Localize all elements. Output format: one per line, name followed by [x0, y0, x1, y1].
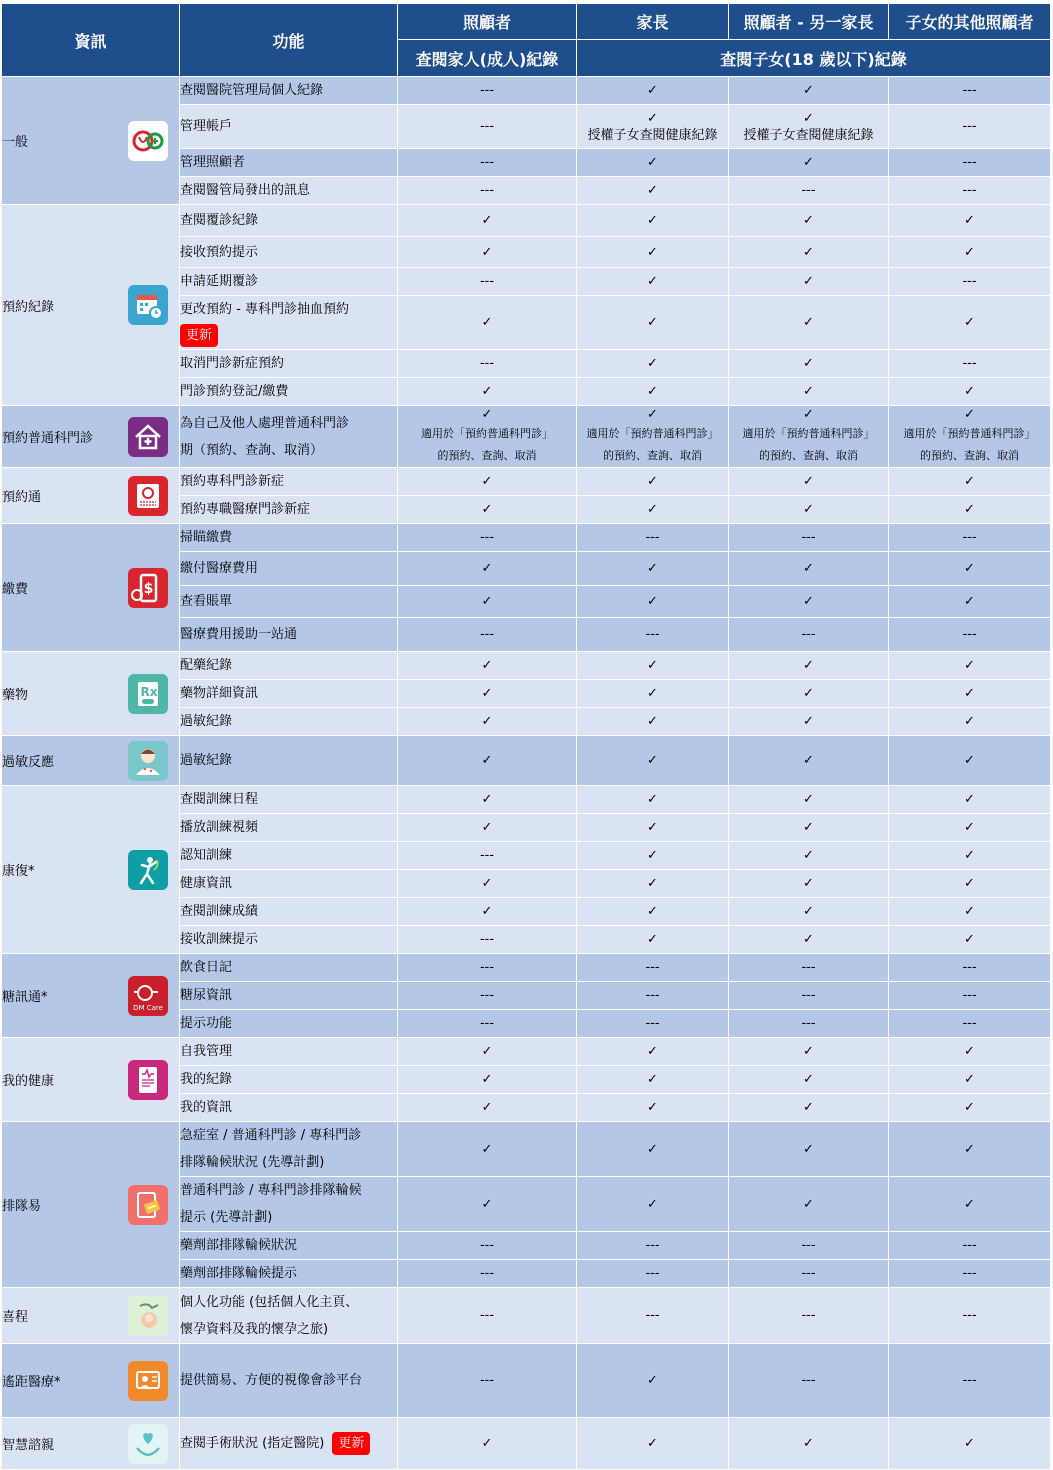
permission-cell: ✓ [577, 149, 729, 177]
permission-cell: ✓ [398, 680, 577, 708]
header-info: 資訊 [2, 4, 180, 77]
permission-cell: ✓ [889, 736, 1051, 786]
permission-cell: ✓ [889, 870, 1051, 898]
feature-label: 查閱覆診紀錄 [180, 205, 398, 237]
permission-cell [729, 406, 889, 468]
permission-cell: ✓ [729, 237, 889, 268]
header-adult-records: 查閱家人(成人)紀錄 [398, 40, 577, 77]
section-payment [2, 524, 180, 652]
permission-cell: ✓ [729, 378, 889, 406]
feature-label: 預約專科門診新症 [180, 468, 398, 496]
feature-label [180, 1418, 398, 1470]
permission-cell [398, 406, 577, 468]
permission-cell: --- [729, 982, 889, 1010]
permission-cell: --- [889, 1010, 1051, 1038]
feature-line: 懷孕資料及我的懷孕之旅) [180, 1321, 329, 1337]
permission-cell: ✓ [889, 708, 1051, 736]
feature-label: 接收預約提示 [180, 237, 398, 268]
permission-cell: ✓ [729, 1066, 889, 1094]
section-gopc [2, 406, 180, 468]
health-record-icon [128, 1060, 168, 1100]
section-name: 智慧諮親 [2, 1438, 55, 1453]
feature-label: 掃瞄繳費 [180, 524, 398, 552]
permission-cell: --- [889, 1288, 1051, 1344]
permission-cell: ✓ [729, 586, 889, 618]
section-name: 遙距醫療* [2, 1375, 61, 1390]
section-queue [2, 1122, 180, 1288]
permission-cell: ✓ [577, 680, 729, 708]
permission-cell: ✓ [577, 1177, 729, 1232]
permission-cell: ✓ [889, 1066, 1051, 1094]
header-caregiver-other-parent: 照顧者 - 另一家長 [729, 4, 889, 40]
feature-label: 糖尿資訊 [180, 982, 398, 1010]
feature-line: 急症室 / 普通科門診 / 專科門診 [180, 1128, 362, 1143]
permission-cell: ✓ [889, 1418, 1051, 1470]
permission-cell: ✓ [577, 708, 729, 736]
header-caregiver: 照顧者 [398, 4, 577, 40]
heart-hands-icon [128, 1424, 168, 1464]
permission-cell: ✓ [729, 1177, 889, 1232]
feature-line: 為自己及他人處理普通科門診 [180, 415, 350, 431]
permission-cell: --- [889, 1232, 1051, 1260]
permission-cell: --- [398, 105, 577, 149]
feature-label: 播放訓練視頻 [180, 814, 398, 842]
permission-cell: ✓ [889, 205, 1051, 237]
feature-label: 藥物詳細資訊 [180, 680, 398, 708]
permission-cell: ✓ [889, 1094, 1051, 1122]
section-medication [2, 652, 180, 736]
feature-label [180, 1288, 398, 1344]
permission-cell: ✓ [577, 296, 729, 350]
permission-cell: --- [729, 177, 889, 205]
permission-cell: ✓ [889, 814, 1051, 842]
permission-cell: ✓ [577, 1122, 729, 1177]
feature-line: 期（預約、查詢、取消） [180, 442, 324, 458]
permission-cell: ✓ [577, 468, 729, 496]
permission-cell: --- [729, 1260, 889, 1288]
permission-cell: --- [398, 982, 577, 1010]
feature-label: 取消門診新症預約 [180, 350, 398, 378]
gopc-note: 的預約、查詢、取消 [759, 449, 858, 462]
permission-cell: ✓ [729, 496, 889, 524]
permission-cell: ✓ [729, 149, 889, 177]
feature-label: 我的資訊 [180, 1094, 398, 1122]
permission-cell: --- [889, 268, 1051, 296]
permission-cell: --- [577, 524, 729, 552]
section-rehab [2, 786, 180, 954]
authorize-note: 授權子女查閱健康紀錄 [587, 127, 718, 143]
section-surgery [2, 1418, 180, 1470]
feature-label: 我的紀錄 [180, 1066, 398, 1094]
permission-cell [729, 105, 889, 149]
feature-label: 認知訓練 [180, 842, 398, 870]
feature-label: 查閱醫院管理局個人紀錄 [180, 77, 398, 105]
feature-text: 查閱手術狀況 (指定醫院) [180, 1436, 325, 1451]
permission-cell: --- [398, 149, 577, 177]
check-mark: ✓ [481, 407, 493, 422]
check-mark: ✓ [964, 407, 975, 422]
permission-cell: --- [398, 350, 577, 378]
section-name: 康復* [2, 864, 35, 879]
permission-cell: --- [889, 350, 1051, 378]
section-myhealth [2, 1038, 180, 1122]
feature-label: 藥劑部排隊輪候狀況 [180, 1232, 398, 1260]
section-booking [2, 468, 180, 524]
update-badge: 更新 [180, 324, 218, 347]
permission-cell: ✓ [577, 268, 729, 296]
permission-cell: ✓ [889, 1177, 1051, 1232]
rehab-figure-icon [128, 850, 168, 890]
permission-cell: ✓ [729, 814, 889, 842]
feature-line: 提示 (先導計劃) [180, 1210, 273, 1225]
feature-label: 自我管理 [180, 1038, 398, 1066]
permission-cell: ✓ [729, 296, 889, 350]
feature-label: 飲食日記 [180, 954, 398, 982]
feature-label: 健康資訊 [180, 870, 398, 898]
permission-cell: --- [398, 77, 577, 105]
permission-cell: ✓ [729, 1122, 889, 1177]
feature-label: 配藥紀錄 [180, 652, 398, 680]
permission-cell: ✓ [729, 926, 889, 954]
permission-cell: ✓ [577, 842, 729, 870]
permission-cell [889, 406, 1051, 468]
feature-label: 提示功能 [180, 1010, 398, 1038]
section-name: 預約通 [2, 490, 42, 505]
permission-cell: ✓ [398, 1094, 577, 1122]
permission-cell: ✓ [398, 1066, 577, 1094]
feature-label: 管理帳戶 [180, 105, 398, 149]
section-name: 糖訊通* [2, 990, 48, 1005]
feature-label: 查閱醫管局發出的訊息 [180, 177, 398, 205]
permission-cell: --- [398, 1288, 577, 1344]
permission-cell: ✓ [577, 898, 729, 926]
permission-cell: --- [398, 1344, 577, 1418]
permission-cell: ✓ [577, 870, 729, 898]
permission-cell: ✓ [398, 736, 577, 786]
permission-cell: --- [398, 1010, 577, 1038]
section-name: 喜程 [2, 1310, 29, 1325]
gopc-note: 適用於「預約普通科門診」 [742, 427, 875, 440]
section-appointment [2, 205, 180, 406]
section-name: 藥物 [2, 688, 29, 703]
permission-cell: --- [577, 1260, 729, 1288]
permission-cell: ✓ [398, 786, 577, 814]
allergy-person-icon [128, 741, 168, 781]
permission-cell: ✓ [577, 378, 729, 406]
permission-cell: ✓ [577, 237, 729, 268]
permission-cell: ✓ [577, 1066, 729, 1094]
permission-table [1, 3, 1051, 1470]
header-child-other-caregiver: 子女的其他照顧者 [889, 4, 1051, 40]
permission-cell: ✓ [889, 586, 1051, 618]
permission-cell: ✓ [398, 708, 577, 736]
permission-cell: --- [577, 982, 729, 1010]
permission-cell: ✓ [889, 1122, 1051, 1177]
dm-care-icon [128, 976, 168, 1016]
permission-cell: ✓ [729, 77, 889, 105]
section-telehealth [2, 1344, 180, 1418]
permission-cell: ✓ [577, 1418, 729, 1470]
authorize-note: 授權子女查閱健康紀錄 [743, 127, 874, 143]
permission-cell: --- [398, 618, 577, 652]
feature-label [180, 406, 398, 468]
permission-cell: ✓ [577, 652, 729, 680]
section-name: 繳費 [2, 582, 29, 597]
section-name: 我的健康 [2, 1074, 55, 1089]
permission-cell: --- [398, 926, 577, 954]
section-name: 預約紀錄 [2, 299, 55, 315]
section-name: 預約普通科門診 [2, 431, 94, 446]
permission-cell: --- [398, 842, 577, 870]
calendar-clock-icon [128, 285, 168, 325]
permission-cell: ✓ [729, 268, 889, 296]
ha-logo-icon [128, 121, 168, 161]
video-consult-icon [128, 1361, 168, 1401]
permission-cell: ✓ [398, 898, 577, 926]
feature-text: 更改預約 - 專科門診抽血預約 [180, 301, 349, 317]
permission-cell: ✓ [729, 205, 889, 237]
header-child-records: 查閱子女(18 歲以下)紀錄 [577, 40, 1051, 77]
permission-cell: ✓ [889, 786, 1051, 814]
permission-cell: ✓ [398, 1122, 577, 1177]
permission-cell: --- [889, 1260, 1051, 1288]
permission-cell: ✓ [889, 296, 1051, 350]
permission-cell: --- [729, 524, 889, 552]
permission-cell: --- [729, 1232, 889, 1260]
permission-cell: ✓ [889, 1038, 1051, 1066]
permission-cell: ✓ [577, 77, 729, 105]
permission-cell: --- [889, 982, 1051, 1010]
permission-cell: ✓ [729, 1418, 889, 1470]
permission-cell: ✓ [889, 378, 1051, 406]
feature-label: 申請延期覆診 [180, 268, 398, 296]
permission-cell: ✓ [729, 898, 889, 926]
rx-pill-icon [128, 674, 168, 714]
gopc-note: 適用於「預約普通科門診」 [903, 427, 1036, 440]
permission-cell: ✓ [729, 680, 889, 708]
feature-label: 過敏紀錄 [180, 708, 398, 736]
feature-label [180, 296, 398, 350]
permission-cell: ✓ [729, 842, 889, 870]
section-pregnancy [2, 1288, 180, 1344]
permission-cell: --- [729, 1288, 889, 1344]
permission-cell [577, 105, 729, 149]
permission-cell: --- [729, 618, 889, 652]
permission-cell: ✓ [577, 205, 729, 237]
permission-cell: --- [398, 1232, 577, 1260]
book-ha-icon [128, 476, 168, 516]
permission-cell: --- [398, 524, 577, 552]
pay-phone-icon [128, 568, 168, 608]
check-mark: ✓ [647, 407, 658, 422]
permission-cell: --- [889, 1344, 1051, 1418]
gopc-note: 的預約、查詢、取消 [603, 449, 702, 462]
feature-line: 普通科門診 / 專科門診排隊輪候 [180, 1183, 362, 1198]
permission-cell: --- [889, 149, 1051, 177]
section-name: 過敏反應 [2, 755, 55, 770]
permission-cell: --- [729, 1344, 889, 1418]
permission-cell: ✓ [729, 1038, 889, 1066]
permission-cell: ✓ [577, 586, 729, 618]
header-parent: 家長 [577, 4, 729, 40]
feature-label: 查閱訓練成績 [180, 898, 398, 926]
gopc-note: 的預約、查詢、取消 [437, 449, 537, 462]
permission-cell: ✓ [889, 680, 1051, 708]
section-general [2, 77, 180, 205]
permission-cell: ✓ [889, 652, 1051, 680]
svg-text:Rx: Rx [140, 684, 158, 699]
permission-cell: ✓ [577, 814, 729, 842]
permission-cell: ✓ [577, 350, 729, 378]
permission-cell: ✓ [577, 177, 729, 205]
section-name: 排隊易 [2, 1199, 42, 1214]
feature-label: 過敏紀錄 [180, 736, 398, 786]
permission-cell: --- [577, 1232, 729, 1260]
feature-label [180, 1177, 398, 1232]
permission-cell: ✓ [889, 496, 1051, 524]
permission-cell: ✓ [398, 1177, 577, 1232]
feature-label [180, 1122, 398, 1177]
feature-label: 醫療費用援助一站通 [180, 618, 398, 652]
permission-cell: --- [889, 618, 1051, 652]
gopc-note: 適用於「預約普通科門診」 [421, 427, 553, 440]
clinic-stethoscope-icon [128, 417, 168, 457]
permission-cell: ✓ [577, 552, 729, 586]
permission-cell: ✓ [889, 898, 1051, 926]
permission-cell: ✓ [398, 870, 577, 898]
dm-care-label: DM Care [133, 1004, 163, 1012]
permission-cell: ✓ [889, 237, 1051, 268]
section-dmcare [2, 954, 180, 1038]
permission-cell: ✓ [729, 552, 889, 586]
feature-label: 預約專職醫療門診新症 [180, 496, 398, 524]
permission-cell: ✓ [398, 652, 577, 680]
permission-cell: --- [577, 1010, 729, 1038]
gopc-note: 的預約、查詢、取消 [920, 449, 1019, 462]
permission-cell: ✓ [889, 468, 1051, 496]
permission-cell: --- [889, 954, 1051, 982]
permission-cell: --- [398, 1260, 577, 1288]
permission-cell: --- [889, 524, 1051, 552]
permission-cell: ✓ [577, 926, 729, 954]
queue-ticket-icon [128, 1185, 168, 1225]
permission-cell: ✓ [729, 350, 889, 378]
permission-cell: ✓ [398, 496, 577, 524]
check-mark: ✓ [647, 110, 658, 126]
permission-cell: ✓ [729, 736, 889, 786]
permission-cell: ✓ [577, 786, 729, 814]
permission-cell: ✓ [577, 496, 729, 524]
permission-cell: --- [398, 954, 577, 982]
update-badge: 更新 [332, 1432, 370, 1455]
permission-cell: ✓ [889, 552, 1051, 586]
feature-label: 接收訓練提示 [180, 926, 398, 954]
permission-cell: ✓ [398, 468, 577, 496]
permission-cell: ✓ [889, 926, 1051, 954]
feature-label: 門診預約登記/繳費 [180, 378, 398, 406]
permission-cell: --- [889, 105, 1051, 149]
feature-label: 查看賬單 [180, 586, 398, 618]
permission-cell: ✓ [398, 237, 577, 268]
permission-cell: ✓ [398, 1418, 577, 1470]
permission-cell: --- [398, 268, 577, 296]
permission-cell: ✓ [889, 842, 1051, 870]
permission-cell: ✓ [577, 1038, 729, 1066]
permission-cell: --- [577, 1288, 729, 1344]
permission-cell: ✓ [398, 378, 577, 406]
permission-cell: --- [398, 177, 577, 205]
feature-label: 管理照顧者 [180, 149, 398, 177]
permission-cell: ✓ [577, 1344, 729, 1418]
permission-cell: ✓ [729, 1094, 889, 1122]
section-name: 一般 [2, 135, 29, 150]
svg-text:$: $ [143, 580, 154, 597]
section-allergy [2, 736, 180, 786]
permission-cell: ✓ [398, 814, 577, 842]
permission-cell: ✓ [398, 1038, 577, 1066]
permission-cell [577, 406, 729, 468]
permission-cell: ✓ [729, 468, 889, 496]
permission-cell: ✓ [398, 586, 577, 618]
permission-cell: ✓ [577, 1094, 729, 1122]
feature-line: 個人化功能 (包括個人化主頁、 [180, 1294, 359, 1310]
permission-cell: ✓ [729, 786, 889, 814]
permission-cell: ✓ [729, 870, 889, 898]
check-mark: ✓ [803, 407, 814, 422]
feature-label: 藥劑部排隊輪候提示 [180, 1260, 398, 1288]
feature-label: 繳付醫療費用 [180, 552, 398, 586]
permission-cell: ✓ [729, 652, 889, 680]
stork-baby-icon [128, 1296, 168, 1336]
permission-cell: --- [577, 618, 729, 652]
permission-cell: --- [577, 954, 729, 982]
gopc-note: 適用於「預約普通科門診」 [586, 427, 719, 440]
permission-cell: ✓ [398, 552, 577, 586]
feature-line: 排隊輪候狀況 (先導計劃) [180, 1155, 325, 1170]
permission-cell: ✓ [398, 296, 577, 350]
header-function: 功能 [180, 4, 398, 77]
permission-cell: ✓ [577, 736, 729, 786]
feature-label: 查閱訓練日程 [180, 786, 398, 814]
check-mark: ✓ [803, 110, 814, 126]
permission-cell: --- [889, 77, 1051, 105]
permission-cell: ✓ [398, 205, 577, 237]
permission-cell: --- [889, 177, 1051, 205]
feature-label: 提供簡易、方便的視像會診平台 [180, 1344, 398, 1418]
permission-cell: ✓ [729, 708, 889, 736]
permission-cell: --- [729, 1010, 889, 1038]
permission-cell: --- [729, 954, 889, 982]
